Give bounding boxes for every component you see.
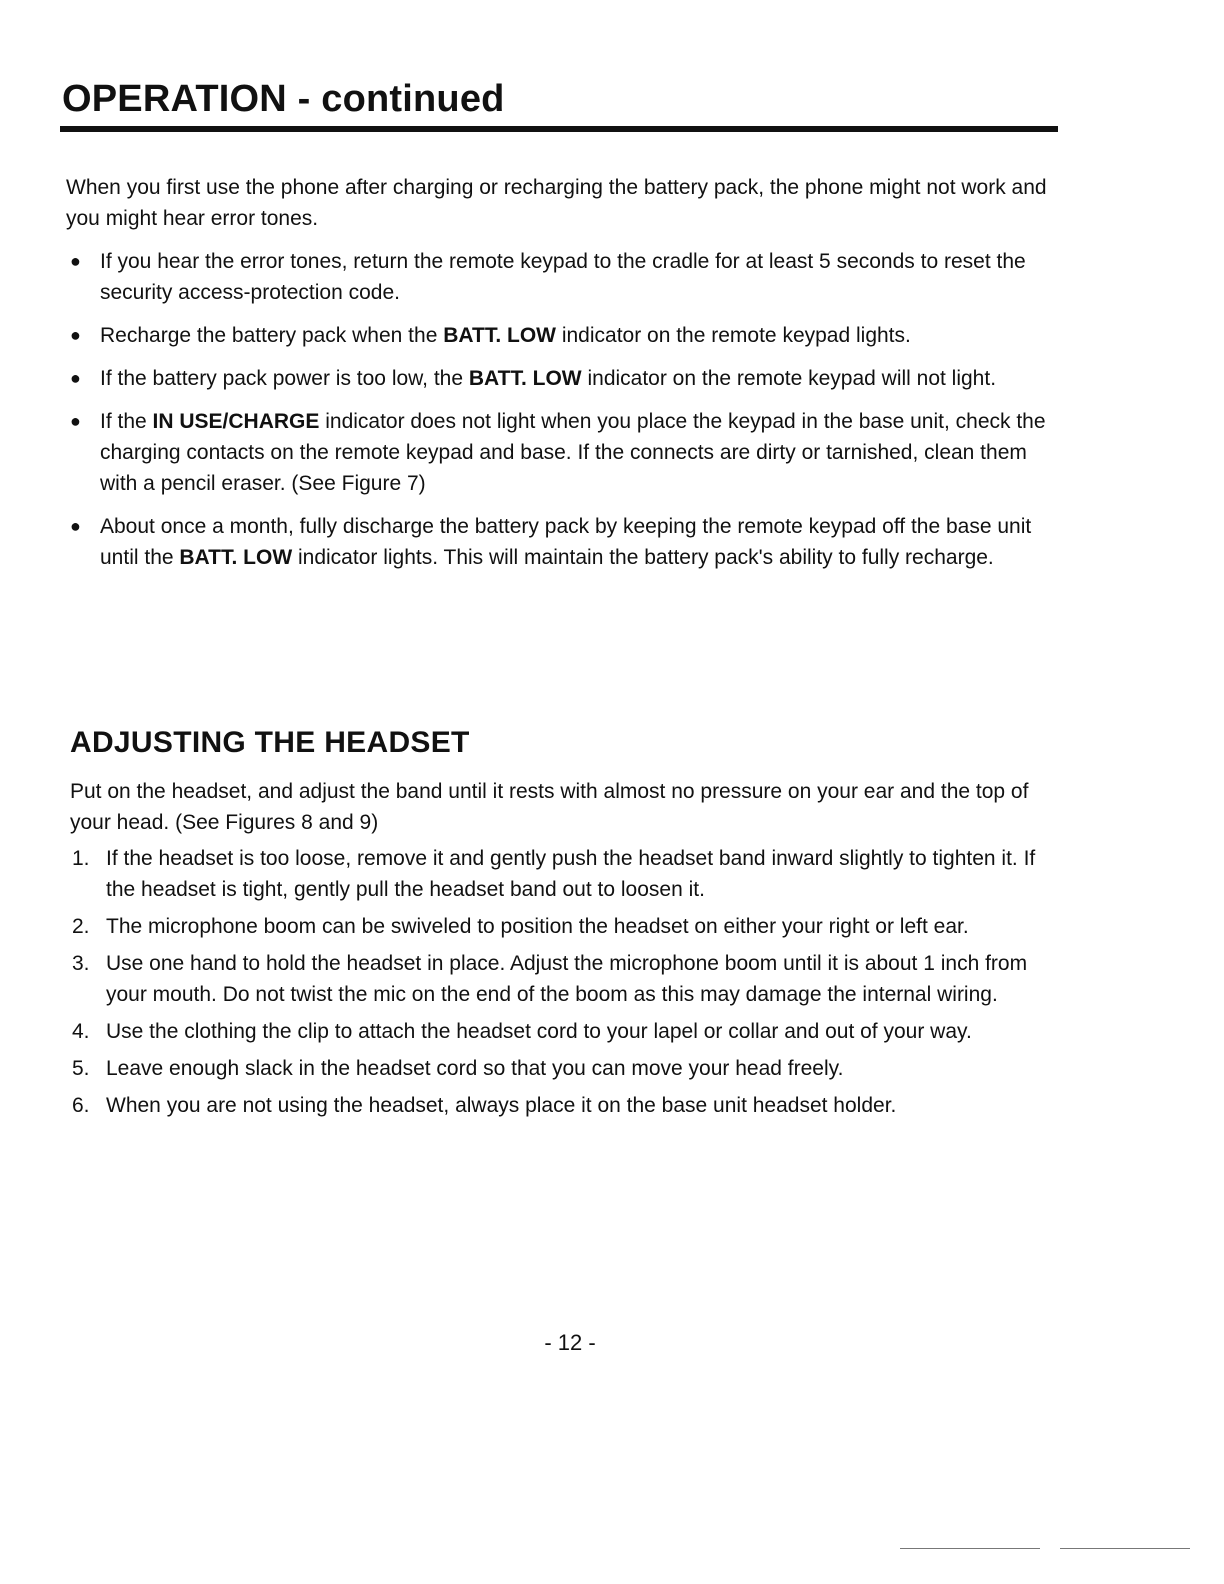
bullet-text: If you hear the error tones, return the remote keypad to the cradle for at least 5 seconds to reset the security access-protection code. — [100, 250, 1026, 304]
bullet-item — [66, 363, 1056, 394]
step-item — [72, 948, 1058, 1010]
step-number: 1. — [72, 847, 90, 870]
indicator-name: BATT. LOW — [179, 546, 293, 569]
scan-artifact-line — [900, 1548, 1040, 1549]
bullet-text: indicator does not light when you place the keypad in the base unit, check the charging contacts on the remote keypad and base. If the connects are dirty or tarnished, clean them with a pencil eraser. (See Figure 7) — [100, 410, 1046, 495]
bullet-item — [66, 406, 1056, 499]
scan-artifact-line — [1060, 1548, 1190, 1549]
bullet-list — [66, 246, 1056, 585]
indicator-name: BATT. LOW — [443, 324, 556, 347]
step-item — [72, 911, 1058, 942]
bullet-text: Recharge the battery pack when the — [100, 324, 444, 347]
step-text: Use the clothing the clip to attach the headset cord to your lapel or collar and out of your way. — [106, 1020, 972, 1043]
step-text: Leave enough slack in the headset cord so that you can move your head freely. — [106, 1057, 844, 1080]
bullet-item — [66, 246, 1056, 308]
step-number: 2. — [72, 915, 90, 938]
page-title: OPERATION - continued — [62, 78, 505, 120]
bullet-dot-icon: ● — [70, 251, 81, 271]
step-text: If the headset is too loose, remove it and gently push the headset band inward slightly to tighten it. If the headset is tight, gently pull the headset band out to loosen it. — [106, 847, 1036, 901]
step-number: 5. — [72, 1057, 90, 1080]
bullet-dot-icon: ● — [70, 368, 81, 388]
bullet-item — [66, 511, 1056, 573]
section-heading: ADJUSTING THE HEADSET — [70, 726, 470, 759]
intro-paragraph: When you first use the phone after charging or recharging the battery pack, the phone might not work and you might hear error tones. — [66, 176, 1047, 230]
bullet-dot-icon: ● — [70, 516, 81, 536]
step-text: The microphone boom can be swiveled to position the headset on either your right or left ear. — [106, 915, 969, 938]
bullet-text: About once a month, fully discharge the battery pack by keeping the remote keypad off the base unit until the — [100, 515, 1032, 569]
step-item — [72, 1053, 1058, 1084]
bullet-dot-icon: ● — [70, 411, 81, 431]
bullet-text: If the battery pack power is too low, the — [100, 367, 469, 390]
step-number: 3. — [72, 952, 90, 975]
bullet-text: indicator on the remote keypad will not light. — [581, 367, 997, 390]
section-intro: Put on the headset, and adjust the band until it rests with almost no pressure on your ear and the top of your head. (See Figures 8 and 9) — [70, 780, 1029, 834]
bullet-item — [66, 320, 1056, 351]
step-number: 6. — [72, 1094, 90, 1117]
bullet-text: If the — [100, 410, 153, 433]
step-text: Use one hand to hold the headset in place. Adjust the microphone boom until it is about 1 inch from your mouth. Do not twist the mic on the end of the boom as this may damage the internal wiring. — [106, 952, 1028, 1006]
step-text: When you are not using the headset, always place it on the base unit headset holder. — [106, 1094, 897, 1117]
bullet-text: indicator lights. This will maintain the battery pack's ability to fully recharge. — [292, 546, 994, 569]
bullet-text: indicator on the remote keypad lights. — [555, 324, 911, 347]
page-number: - 12 - — [544, 1330, 596, 1355]
step-list — [72, 843, 1058, 1127]
step-item — [72, 1016, 1058, 1047]
step-item — [72, 1090, 1058, 1121]
bullet-dot-icon: ● — [70, 325, 81, 345]
indicator-name: BATT. LOW — [468, 367, 582, 390]
step-item — [72, 843, 1058, 905]
step-number: 4. — [72, 1020, 90, 1043]
title-rule — [60, 126, 1058, 132]
indicator-name: IN USE/CHARGE — [152, 410, 320, 433]
